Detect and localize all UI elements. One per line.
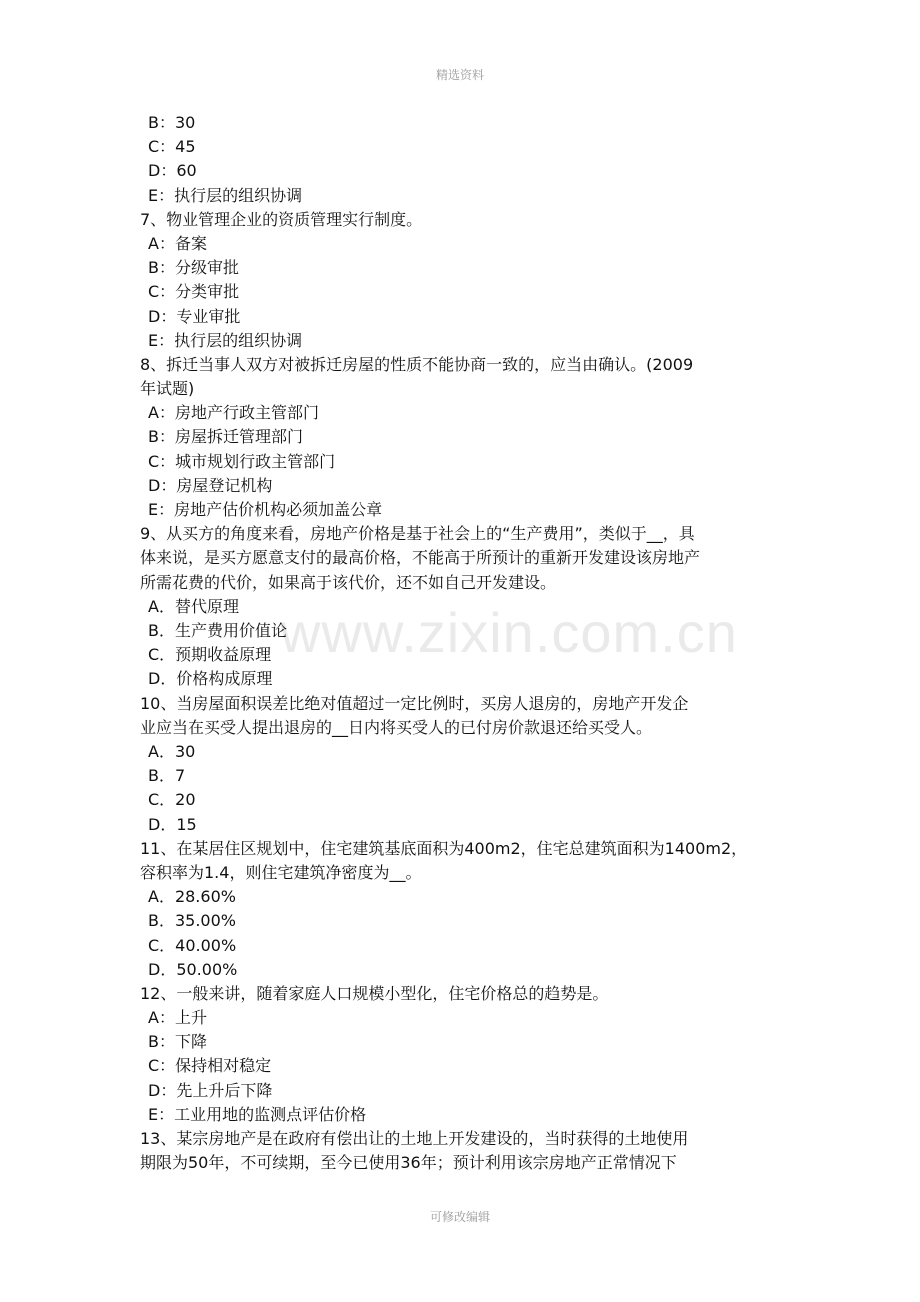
answer-option: A：上升 bbox=[148, 1008, 207, 1028]
question-text: 9、从买方的角度来看，房地产价格是基于社会上的“生产费用”，类似于__，具 bbox=[140, 524, 695, 544]
answer-option: D：房屋登记机构 bbox=[148, 475, 273, 495]
answer-option: C：城市规划行政主管部门 bbox=[148, 451, 336, 471]
answer-option: D．15 bbox=[148, 814, 197, 834]
question-text: 7、物业管理企业的资质管理实行制度。 bbox=[140, 209, 423, 229]
answer-option: A：房地产行政主管部门 bbox=[148, 403, 319, 423]
answer-option: B．生产费用价值论 bbox=[148, 621, 287, 641]
answer-option: C．40.00% bbox=[148, 935, 237, 955]
question-text: 体来说，是买方愿意支付的最高价格，不能高于所预计的重新开发建设该房地产 bbox=[140, 548, 701, 568]
answer-option: B：房屋拆迁管理部门 bbox=[148, 427, 303, 447]
answer-option: D：60 bbox=[148, 161, 197, 181]
answer-option: A．28.60% bbox=[148, 887, 236, 907]
answer-option: C：45 bbox=[148, 137, 196, 157]
answer-option: D：专业审批 bbox=[148, 306, 241, 326]
answer-option: C．预期收益原理 bbox=[148, 645, 272, 665]
question-text: 所需花费的代价，如果高于该代价，还不如自己开发建设。 bbox=[140, 572, 557, 592]
answer-option: B：下降 bbox=[148, 1032, 207, 1052]
answer-option: A．30 bbox=[148, 742, 196, 761]
answer-option: C．20 bbox=[148, 790, 196, 810]
answer-option: A．替代原理 bbox=[148, 596, 239, 616]
question-text: 业应当在买受人提出退房的__日内将买受人的已付房价款退还给买受人。 bbox=[140, 717, 653, 737]
page-header: 精选资料 bbox=[435, 68, 484, 82]
page-footer: 可修改编辑 bbox=[429, 1210, 490, 1224]
answer-option: A：备案 bbox=[148, 233, 207, 253]
question-text: 13、某宗房地产是在政府有偿出让的土地上开发建设的，当时获得的土地使用 bbox=[140, 1129, 689, 1149]
answer-option: C：保持相对稳定 bbox=[148, 1056, 272, 1076]
answer-option: E：工业用地的监测点评估价格 bbox=[148, 1104, 367, 1124]
watermark: www.zixin.com.cn bbox=[280, 601, 738, 664]
answer-option: D：先上升后下降 bbox=[148, 1080, 273, 1100]
answer-option: D．价格构成原理 bbox=[148, 669, 273, 689]
answer-option: E：执行层的组织协调 bbox=[148, 330, 303, 350]
answer-option: D．50.00% bbox=[148, 959, 238, 979]
question-text: 12、一般来讲，随着家庭人口规模小型化，住宅价格总的趋势是。 bbox=[140, 983, 609, 1003]
answer-option: C：分类审批 bbox=[148, 282, 240, 302]
answer-option: B．35.00% bbox=[148, 911, 236, 931]
question-text: 年试题) bbox=[140, 379, 195, 399]
question-text: 8、拆迁当事人双方对被拆迁房屋的性质不能协商一致的，应当由确认。(2009 bbox=[140, 354, 694, 374]
question-text: 容积率为1.4，则住宅建筑净密度为__。 bbox=[140, 862, 422, 882]
document-body bbox=[140, 111, 790, 1175]
answer-option: B．7 bbox=[148, 766, 186, 786]
answer-option: B：分级审批 bbox=[148, 258, 239, 278]
answer-option: B：30 bbox=[148, 113, 196, 132]
question-text: 期限为50年，不可续期，至今已使用36年；预计利用该宗房地产正常情况下 bbox=[140, 1153, 677, 1173]
answer-option: E：房地产估价机构必须加盖公章 bbox=[148, 500, 383, 520]
question-text: 11、在某居住区规划中，住宅建筑基底面积为400m2，住宅总建筑面积为1400m2， bbox=[140, 838, 748, 858]
question-text: 10、当房屋面积误差比绝对值超过一定比例时，买房人退房的，房地产开发企 bbox=[140, 693, 689, 713]
answer-option: E：执行层的组织协调 bbox=[148, 185, 303, 205]
